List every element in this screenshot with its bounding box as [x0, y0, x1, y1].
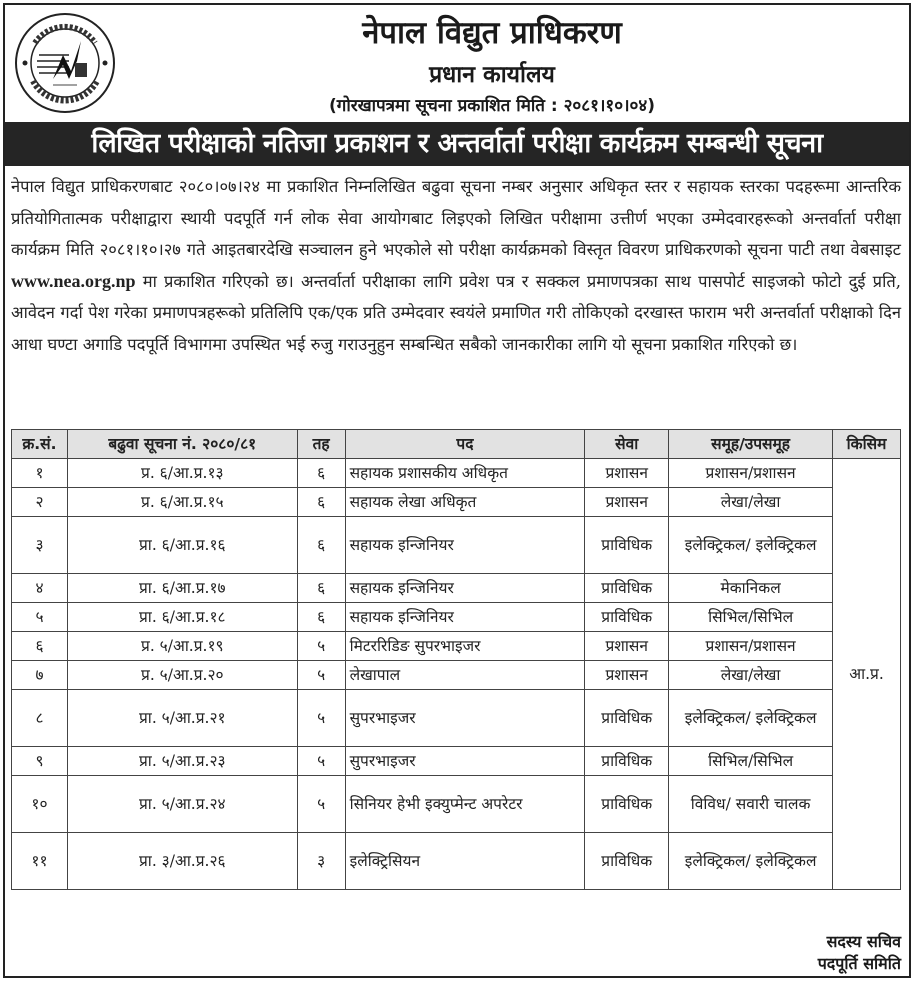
cell-service: प्राविधिक [585, 574, 669, 603]
cell-service: प्राविधिक [585, 603, 669, 632]
cell-group: इलेक्ट्रिकल/ इलेक्ट्रिकल [669, 690, 833, 747]
cell-post: सहायक इन्जिनियर [345, 517, 585, 574]
table-row [12, 833, 901, 890]
cell-notice-number: प्र. ६/आ.प्र.१५ [67, 488, 297, 517]
cell-notice-number: प्रा. ५/आ.प्र.२३ [67, 747, 297, 776]
header-post: पद [345, 430, 585, 459]
cell-group: लेखा/लेखा [669, 488, 833, 517]
notice-heading-banner: लिखित परीक्षाको नतिजा प्रकाशन र अन्तर्वार्ता परीक्षा कार्यक्रम सम्बन्धी सूचना [5, 122, 909, 166]
cell-service: प्रशासन [585, 459, 669, 488]
cell-service: प्राविधिक [585, 776, 669, 833]
cell-notice-number: प्रा. ५/आ.प्र.२४ [67, 776, 297, 833]
cell-level: ५ [297, 661, 345, 690]
cell-post: सहायक इन्जिनियर [345, 574, 585, 603]
notice-header [5, 5, 909, 123]
cell-serial: ३ [12, 517, 68, 574]
header-level: तह [297, 430, 345, 459]
cell-post: इलेक्ट्रिसियन [345, 833, 585, 890]
table-row [12, 603, 901, 632]
cell-level: ५ [297, 776, 345, 833]
cell-post: सहायक प्रशासकीय अधिकृत [345, 459, 585, 488]
table-row [12, 459, 901, 488]
cell-level: ६ [297, 574, 345, 603]
body-text-part2: मा प्रकाशित गरिएको छ। अन्तर्वार्ता परीक्षाका लागि प्रवेश पत्र र सक्कल प्रमाणपत्रका साथ पासपोर्ट साइजको फोटो दुई प्रति, आवेदन गर्दा पेश गरेका प्रमाणपत्रहरूको प्रतिलिपि एक/एक प्रति उम्मेदवार स्वयंले प्रमाणित गरी तोकिएको दरखास्त फाराम भरी अन्तर्वार्ता परीक्षाको दिन आधा घण्टा अगाडि पदपूर्ति विभागमा उपस्थित भई रुजु गराउनुहुन सम्बन्धित सबैको जानकारीका लागि यो सूचना प्रकाशित गरिएको छ। [11, 271, 901, 354]
cell-service: प्राविधिक [585, 833, 669, 890]
cell-notice-number: प्र. ५/आ.प्र.२० [67, 661, 297, 690]
cell-level: ६ [297, 517, 345, 574]
cell-type: आ.प्र. [833, 459, 901, 890]
cell-serial: ११ [12, 833, 68, 890]
table-row [12, 747, 901, 776]
cell-notice-number: प्र. ६/आ.प्र.१३ [67, 459, 297, 488]
header-group: समूह/उपसमूह [669, 430, 833, 459]
cell-level: ६ [297, 603, 345, 632]
table-row [12, 690, 901, 747]
cell-notice-number: प्रा. ६/आ.प्र.१७ [67, 574, 297, 603]
cell-service: प्रशासन [585, 632, 669, 661]
cell-level: ५ [297, 690, 345, 747]
cell-group: मेकानिकल [669, 574, 833, 603]
cell-level: ५ [297, 632, 345, 661]
cell-level: ६ [297, 459, 345, 488]
organization-title: नेपाल विद्युत प्राधिकरण [362, 15, 622, 51]
website-link[interactable]: www.nea.org.np [11, 270, 136, 291]
header-serial: क्र.सं. [12, 430, 68, 459]
cell-group: प्रशासन/प्रशासन [669, 459, 833, 488]
cell-post: मिटररिडिङ सुपरभाइजर [345, 632, 585, 661]
cell-serial: ५ [12, 603, 68, 632]
table-header-row [12, 430, 901, 459]
cell-post: सहायक इन्जिनियर [345, 603, 585, 632]
cell-serial: २ [12, 488, 68, 517]
cell-group: विविध/ सवारी चालक [669, 776, 833, 833]
cell-notice-number: प्रा. ६/आ.प्र.१८ [67, 603, 297, 632]
cell-serial: ९ [12, 747, 68, 776]
cell-group: सिभिल/सिभिल [669, 747, 833, 776]
cell-post: सुपरभाइजर [345, 690, 585, 747]
cell-group: इलेक्ट्रिकल/ इलेक्ट्रिकल [669, 833, 833, 890]
interview-schedule-table [11, 429, 901, 890]
publication-date-note: (गोरखापत्रमा सूचना प्रकाशित मिति : २०८१।१०।०४) [329, 96, 655, 116]
cell-group: लेखा/लेखा [669, 661, 833, 690]
body-text-part1: नेपाल विद्युत प्राधिकरणबाट २०८०।०७।२४ मा प्रकाशित निम्नलिखित बढुवा सूचना नम्बर अनुसार अधिकृत स्तर र सहायक स्तरका पदहरूमा आन्तरिक प्रतियोगितात्मक परीक्षाद्वारा स्थायी पदपूर्ति गर्न लोक सेवा आयोगबाट लिइएको लिखित परीक्षामा उत्तीर्ण भएका उम्मेदवारहरूको अन्तर्वार्ता परीक्षा कार्यक्रम मिति २०८१।१०।२७ गते आइतबारदेखि सञ्चालन हुने भएकोले सो परीक्षा कार्यक्रमको विस्तृत विवरण प्राधिकरणको सूचना पाटी तथा वेबसाइट [11, 177, 901, 259]
cell-post: सिनियर हेभी इक्युप्मेन्ट अपरेटर [345, 776, 585, 833]
cell-service: प्राविधिक [585, 517, 669, 574]
header-notice-number: बढुवा सूचना नं. २०८०/८१ [67, 430, 297, 459]
signatory-title: सदस्य सचिव [826, 932, 901, 951]
table-row [12, 776, 901, 833]
cell-level: ५ [297, 747, 345, 776]
table-row [12, 632, 901, 661]
cell-serial: ६ [12, 632, 68, 661]
notice-body-paragraph [11, 171, 901, 360]
cell-level: ३ [297, 833, 345, 890]
header-type: किसिम [833, 430, 901, 459]
cell-level: ६ [297, 488, 345, 517]
cell-serial: ७ [12, 661, 68, 690]
cell-serial: ४ [12, 574, 68, 603]
cell-serial: १० [12, 776, 68, 833]
cell-group: सिभिल/सिभिल [669, 603, 833, 632]
table-row [12, 574, 901, 603]
cell-notice-number: प्रा. ५/आ.प्र.२१ [67, 690, 297, 747]
signature-block [818, 931, 901, 975]
cell-serial: १ [12, 459, 68, 488]
cell-post: लेखापाल [345, 661, 585, 690]
table-row [12, 661, 901, 690]
cell-service: प्राविधिक [585, 747, 669, 776]
table-row [12, 517, 901, 574]
table-row [12, 488, 901, 517]
cell-group: प्रशासन/प्रशासन [669, 632, 833, 661]
cell-serial: ८ [12, 690, 68, 747]
cell-notice-number: प्र. ५/आ.प्र.१९ [67, 632, 297, 661]
cell-group: इलेक्ट्रिकल/ इलेक्ट्रिकल [669, 517, 833, 574]
office-subtitle: प्रधान कार्यालय [429, 62, 555, 88]
cell-notice-number: प्रा. ३/आ.प्र.२६ [67, 833, 297, 890]
cell-service: प्रशासन [585, 488, 669, 517]
cell-post: सुपरभाइजर [345, 747, 585, 776]
cell-post: सहायक लेखा अधिकृत [345, 488, 585, 517]
cell-service: प्रशासन [585, 661, 669, 690]
header-service: सेवा [585, 430, 669, 459]
cell-notice-number: प्रा. ६/आ.प्र.१६ [67, 517, 297, 574]
notice-frame [3, 3, 911, 978]
signatory-committee: पदपूर्ति समिति [817, 954, 901, 973]
cell-service: प्राविधिक [585, 690, 669, 747]
